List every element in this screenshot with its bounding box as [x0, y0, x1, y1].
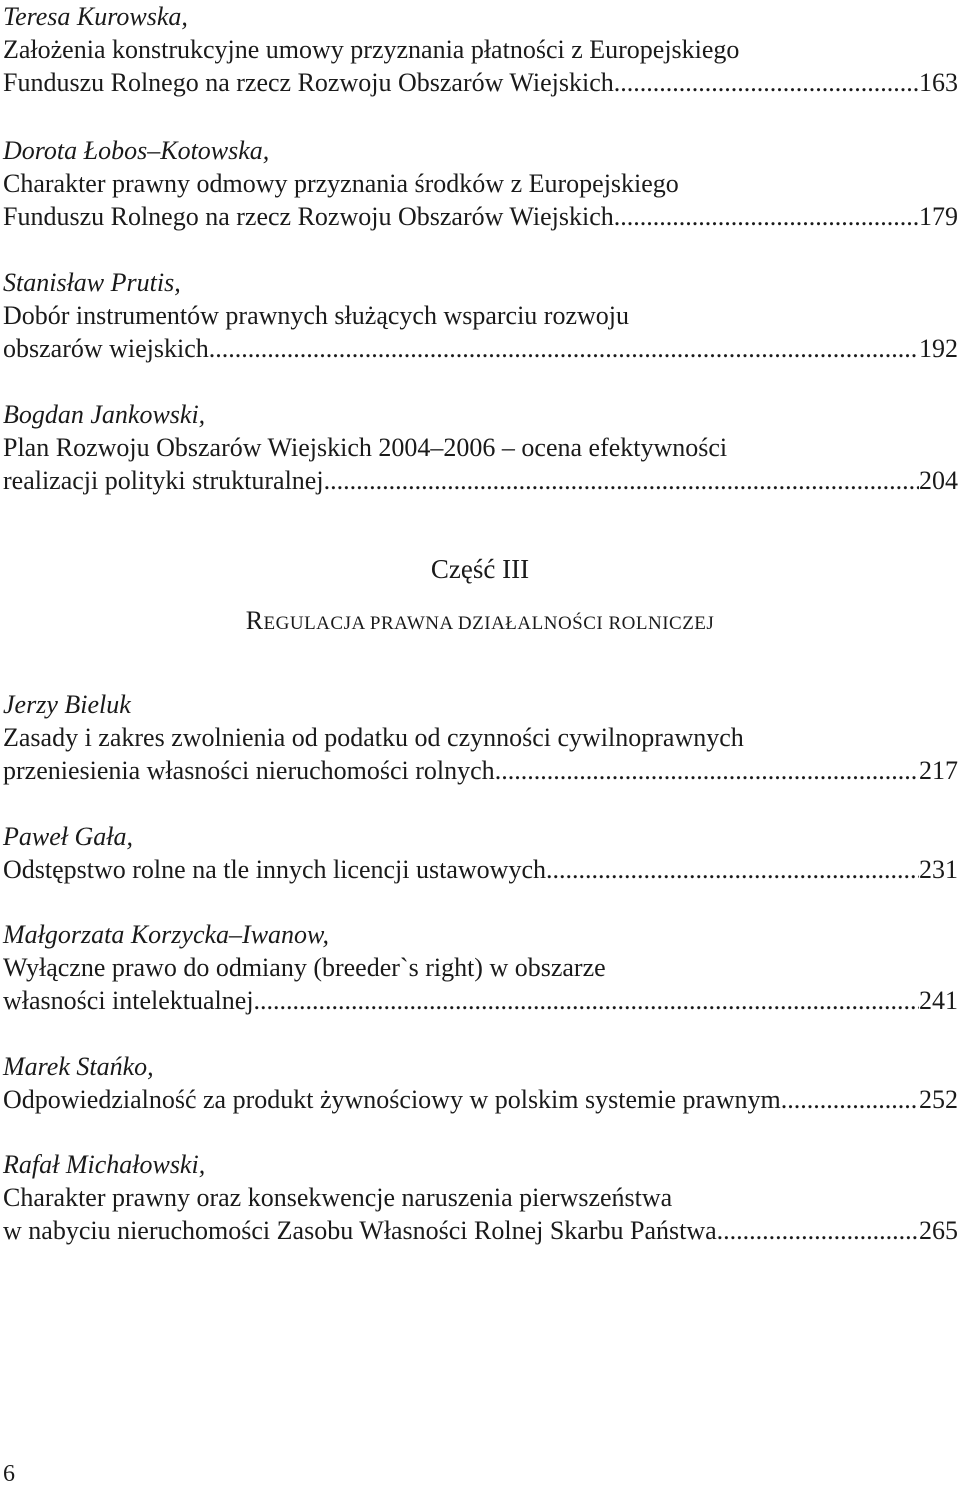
- toc-entry: [3, 134, 958, 233]
- entry-author: Paweł Gała,: [3, 822, 133, 851]
- part-title-initial: R: [245, 606, 264, 635]
- toc-entry: [3, 266, 958, 365]
- entry-title-text: realizacji polityki strukturalnej: [3, 466, 324, 495]
- entry-title-last-line: [3, 984, 958, 1017]
- dot-leader: [614, 66, 919, 99]
- entry-title-line: Dobór instrumentów prawnych służących wsparciu rozwoju: [3, 301, 629, 330]
- entry-page-number: 231: [919, 855, 958, 884]
- toc-entry: [3, 918, 958, 1017]
- entry-title-text: Odpowiedzialność za produkt żywnościowy w polskim systemie prawnym: [3, 1085, 781, 1114]
- dot-leader: [781, 1083, 919, 1116]
- entry-title-last-line: [3, 200, 958, 233]
- entry-author: Teresa Kurowska,: [3, 2, 188, 31]
- entry-title-last-line: [3, 1083, 958, 1116]
- part-title-rest: EGULACJA PRAWNA DZIAŁALNOŚCI ROLNICZEJ: [263, 613, 715, 634]
- entry-title-text: obszarów wiejskich: [3, 334, 209, 363]
- entry-title-text: Odstępstwo rolne na tle innych licencji ustawowych: [3, 855, 546, 884]
- entry-title-last-line: [3, 66, 958, 99]
- toc-entry: [3, 1148, 958, 1247]
- toc-entry: [3, 1050, 958, 1116]
- entry-author: Marek Stańko,: [3, 1052, 154, 1081]
- toc-entry: [3, 398, 958, 497]
- entry-title-text: przeniesienia własności nieruchomości rolnych: [3, 756, 495, 785]
- entry-page-number: 192: [919, 334, 958, 363]
- page-number: 6: [3, 1461, 15, 1487]
- entry-title-line: Założenia konstrukcyjne umowy przyznania płatności z Europejskiego: [3, 35, 740, 64]
- entry-title-text: Funduszu Rolnego na rzecz Rozwoju Obszarów Wiejskich: [3, 202, 614, 231]
- entry-title-last-line: [3, 464, 958, 497]
- entry-title-text: własności intelektualnej: [3, 986, 254, 1015]
- entry-page-number: 179: [919, 202, 958, 231]
- dot-leader: [495, 754, 919, 787]
- dot-leader: [209, 332, 919, 365]
- entry-title-text: Funduszu Rolnego na rzecz Rozwoju Obszarów Wiejskich: [3, 68, 614, 97]
- entry-page-number: 241: [919, 986, 958, 1015]
- toc-entry: [3, 0, 958, 99]
- entry-title-line: Plan Rozwoju Obszarów Wiejskich 2004–2006 – ocena efektywności: [3, 433, 728, 462]
- entry-author: Jerzy Bieluk: [3, 690, 131, 719]
- part-label: Część III: [430, 554, 530, 584]
- entry-author: Rafał Michałowski,: [3, 1150, 206, 1179]
- entry-title-line: Zasady i zakres zwolnienia od podatku od czynności cywilnoprawnych: [3, 723, 744, 752]
- entry-title-text: w nabyciu nieruchomości Zasobu Własności Rolnej Skarbu Państwa: [3, 1216, 717, 1245]
- entry-author: Dorota Łobos–Kotowska,: [3, 136, 270, 165]
- dot-leader: [717, 1214, 919, 1247]
- entry-title-last-line: [3, 1214, 958, 1247]
- entry-page-number: 217: [919, 756, 958, 785]
- dot-leader: [614, 200, 919, 233]
- entry-title-line: Wyłączne prawo do odmiany (breeder`s right) w obszarze: [3, 953, 606, 982]
- entry-page-number: 265: [919, 1216, 958, 1245]
- entry-title-last-line: [3, 754, 958, 787]
- dot-leader: [546, 853, 919, 886]
- entry-author: Stanisław Prutis,: [3, 268, 181, 297]
- toc-entry: [3, 688, 958, 787]
- entry-page-number: 163: [919, 68, 958, 97]
- entry-page-number: 204: [919, 466, 958, 495]
- dot-leader: [324, 464, 919, 497]
- entry-title-last-line: [3, 853, 958, 886]
- entry-title-last-line: [3, 332, 958, 365]
- entry-page-number: 252: [919, 1085, 958, 1114]
- entry-author: Bogdan Jankowski,: [3, 400, 206, 429]
- entry-author: Małgorzata Korzycka–Iwanow,: [3, 920, 329, 949]
- part-title: [0, 604, 960, 640]
- toc-entry: [3, 820, 958, 886]
- entry-title-line: Charakter prawny oraz konsekwencje naruszenia pierwszeństwa: [3, 1183, 673, 1212]
- entry-title-line: Charakter prawny odmowy przyznania środków z Europejskiego: [3, 169, 679, 198]
- dot-leader: [254, 984, 919, 1017]
